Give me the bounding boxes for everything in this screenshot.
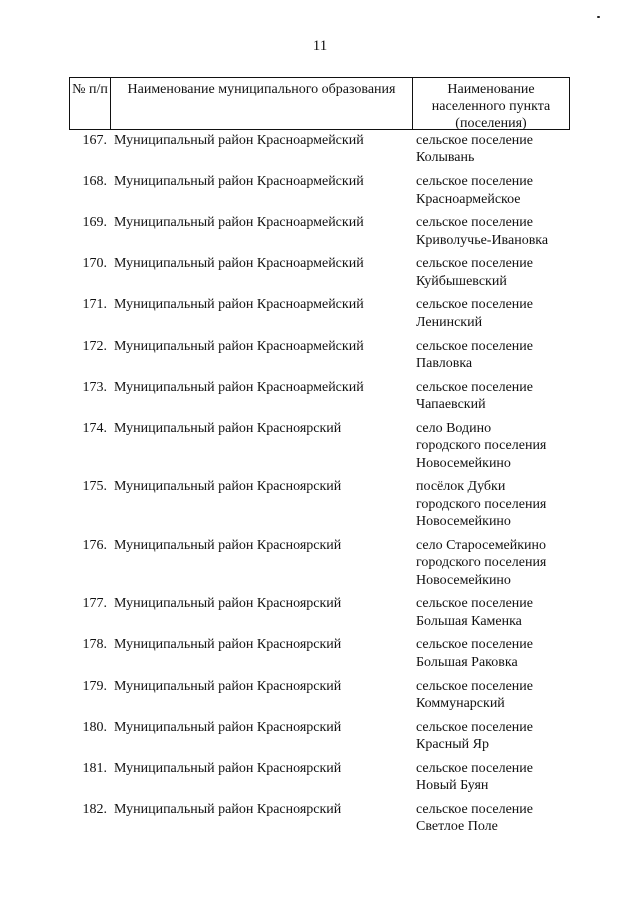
settlement-line: Новый Буян (416, 778, 489, 794)
settlement-line: село Водино (416, 420, 492, 436)
table-row (69, 255, 570, 290)
settlement-line: Колывань (416, 150, 475, 166)
table-row (69, 678, 570, 713)
settlement-line: сельское поселение (416, 637, 533, 653)
settlement-line: сельское поселение (416, 801, 533, 817)
settlement-line: сельское поселение (416, 133, 533, 148)
row-municipality: Муниципальный район Красноярский (114, 760, 342, 776)
table-row (69, 173, 570, 208)
row-municipality: Муниципальный район Красноармейский (114, 215, 364, 231)
table-row (69, 801, 570, 836)
row-number: 172. (82, 338, 107, 354)
row-settlement (416, 379, 570, 414)
settlement-line: сельское поселение (416, 379, 533, 395)
row-municipality: Муниципальный район Красноармейский (114, 174, 364, 190)
settlement-line: Павловка (416, 355, 473, 371)
row-settlement (416, 338, 570, 373)
table-body (69, 132, 570, 842)
row-settlement (416, 478, 570, 530)
table-row (69, 760, 570, 795)
row-municipality: Муниципальный район Красноярский (114, 596, 342, 612)
row-number: 181. (82, 760, 107, 776)
row-municipality: Муниципальный район Красноярский (114, 678, 342, 694)
header-municipality: Наименование муниципального образования (111, 78, 413, 129)
row-settlement (416, 678, 570, 713)
table-row (69, 214, 570, 249)
row-settlement (416, 132, 570, 167)
settlement-line: Новосемейкино (416, 455, 511, 471)
row-number: 171. (82, 297, 107, 313)
settlement-line: сельское поселение (416, 215, 533, 231)
row-municipality: Муниципальный район Красноармейский (114, 256, 364, 272)
row-settlement (416, 801, 570, 836)
table-row (69, 595, 570, 630)
settlement-line: Ленинский (416, 314, 483, 330)
settlement-line: сельское поселение (416, 678, 533, 694)
table-row (69, 132, 570, 167)
row-settlement (416, 537, 570, 589)
header-settlement: Наименование населенного пункта (поселения) (431, 82, 551, 131)
row-number: 168. (82, 174, 107, 190)
table-row (69, 338, 570, 373)
row-number: 177. (82, 596, 107, 612)
row-number: 179. (82, 678, 107, 694)
settlement-line: Чапаевский (416, 397, 486, 413)
settlement-line: Светлое Поле (416, 819, 498, 835)
settlement-line: Красноармейское (416, 191, 521, 207)
settlement-line: Куйбышевский (416, 273, 507, 289)
settlement-line: посёлок Дубки (416, 479, 506, 495)
row-settlement (416, 214, 570, 249)
row-settlement (416, 719, 570, 754)
row-settlement (416, 760, 570, 795)
table-row (69, 420, 570, 472)
settlement-line: Новосемейкино (416, 514, 511, 530)
settlement-line: сельское поселение (416, 174, 533, 190)
row-municipality: Муниципальный район Красноярский (114, 420, 342, 436)
page-number: 11 (312, 38, 328, 54)
row-number: 169. (82, 215, 107, 231)
settlement-line: Большая Раковка (416, 654, 518, 670)
settlement-line: село Старосемейкино (416, 537, 547, 553)
row-municipality: Муниципальный район Красноармейский (114, 379, 364, 395)
row-settlement (416, 636, 570, 671)
row-municipality: Муниципальный район Красноярский (114, 719, 342, 735)
settlement-line: городского поселения (416, 555, 547, 571)
settlement-line: Новосемейкино (416, 572, 511, 588)
settlement-line: городского поселения (416, 496, 547, 512)
row-settlement (416, 255, 570, 290)
row-number: 180. (82, 719, 107, 735)
settlement-line: сельское поселение (416, 596, 533, 612)
table-row (69, 296, 570, 331)
header-number: № п/п (70, 78, 111, 129)
settlement-line: городского поселения (416, 438, 547, 454)
row-municipality: Муниципальный район Красноармейский (114, 338, 364, 354)
table-row (69, 379, 570, 414)
settlement-line: Красный Яр (416, 737, 489, 753)
settlement-line: сельское поселение (416, 719, 533, 735)
table-row (69, 719, 570, 754)
scan-speck (597, 16, 600, 18)
row-number: 178. (82, 637, 107, 653)
row-number: 170. (82, 256, 107, 272)
row-municipality: Муниципальный район Красноармейский (114, 297, 364, 313)
settlement-line: Криволучье-Ивановка (416, 232, 549, 248)
row-number: 173. (82, 379, 107, 395)
row-settlement (416, 173, 570, 208)
settlement-line: сельское поселение (416, 256, 533, 272)
settlement-line: Большая Каменка (416, 613, 522, 629)
table-row (69, 537, 570, 589)
table-row (69, 636, 570, 671)
settlement-line: сельское поселение (416, 760, 533, 776)
row-number: 174. (82, 420, 107, 436)
row-number: 176. (82, 537, 107, 553)
row-number: 182. (82, 801, 107, 817)
row-number: 167. (82, 133, 107, 148)
table-row (69, 478, 570, 530)
settlement-line: сельское поселение (416, 338, 533, 354)
row-municipality: Муниципальный район Красноармейский (114, 133, 364, 148)
row-municipality: Муниципальный район Красноярский (114, 479, 342, 495)
row-settlement (416, 296, 570, 331)
settlement-line: сельское поселение (416, 297, 533, 313)
table-header (69, 77, 570, 130)
row-settlement (416, 420, 570, 472)
settlement-line: Коммунарский (416, 695, 505, 711)
row-number: 175. (82, 479, 107, 495)
row-municipality: Муниципальный район Красноярский (114, 637, 342, 653)
row-municipality: Муниципальный район Красноярский (114, 537, 342, 553)
row-settlement (416, 595, 570, 630)
row-municipality: Муниципальный район Красноярский (114, 801, 342, 817)
